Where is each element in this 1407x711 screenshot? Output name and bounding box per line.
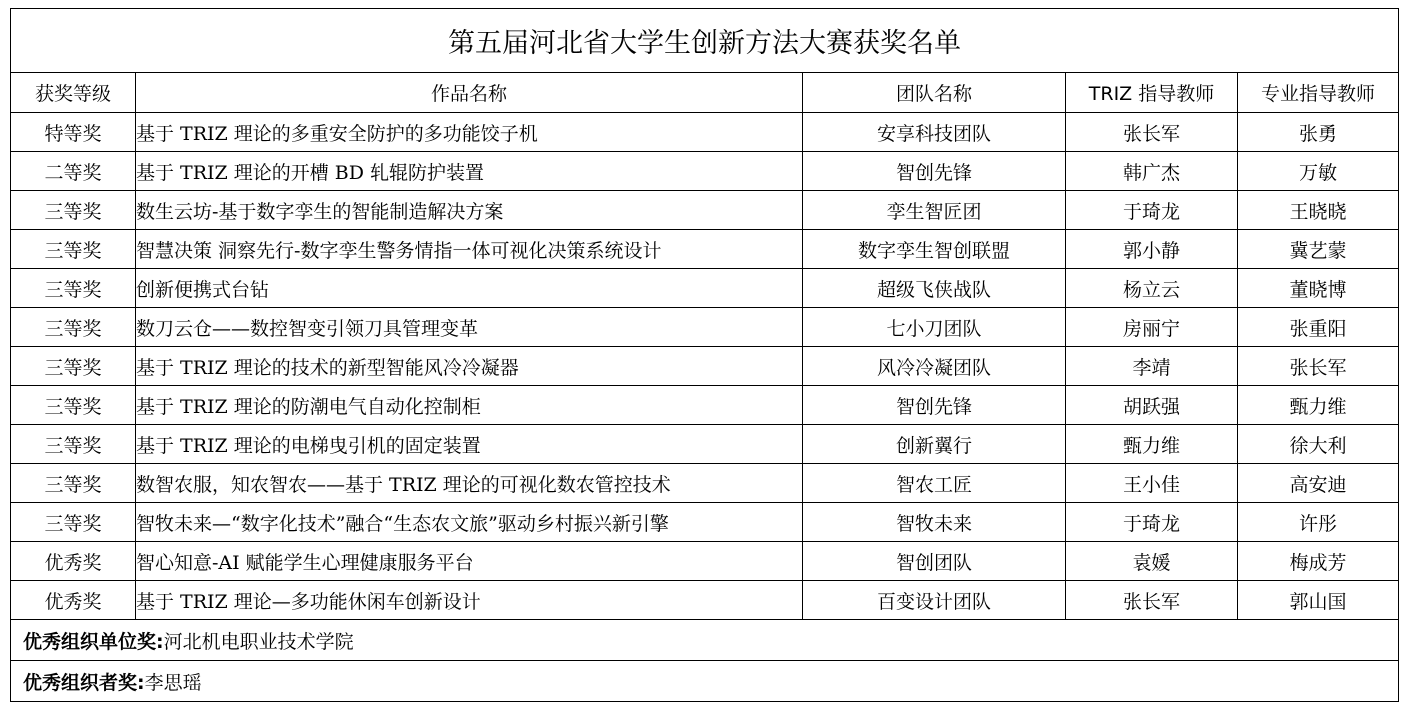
cell-work: 基于 TRIZ 理论的技术的新型智能风冷冷凝器 (136, 347, 803, 386)
column-header-work: 作品名称 (136, 73, 803, 113)
cell-work: 基于 TRIZ 理论的开槽 BD 轧辊防护装置 (136, 152, 803, 191)
table-row (11, 581, 1399, 620)
cell-major-teacher: 张勇 (1238, 113, 1399, 152)
cell-triz-teacher: 袁媛 (1066, 542, 1238, 581)
cell-work: 智慧决策 洞察先行-数字孪生警务情指一体可视化决策系统设计 (136, 230, 803, 269)
cell-level: 二等奖 (11, 152, 136, 191)
cell-work: 数刀云仓——数控智变引领刀具管理变革 (136, 308, 803, 347)
cell-team: 智创团队 (803, 542, 1066, 581)
table-body (11, 113, 1399, 620)
cell-level: 三等奖 (11, 386, 136, 425)
table-row (11, 269, 1399, 308)
cell-team: 孪生智匠团 (803, 191, 1066, 230)
table-row (11, 347, 1399, 386)
cell-level: 三等奖 (11, 230, 136, 269)
cell-triz-teacher: 韩广杰 (1066, 152, 1238, 191)
column-header-major-teacher: 专业指导教师 (1238, 73, 1399, 113)
table-row (11, 191, 1399, 230)
cell-work: 基于 TRIZ 理论的防潮电气自动化控制柜 (136, 386, 803, 425)
cell-level: 优秀奖 (11, 581, 136, 620)
org-award-value: 河北机电职业技术学院 (163, 630, 354, 653)
cell-work: 基于 TRIZ 理论—多功能休闲车创新设计 (136, 581, 803, 620)
cell-major-teacher: 徐大利 (1238, 425, 1399, 464)
organizer-award-value: 李思瑶 (144, 671, 202, 694)
cell-team: 七小刀团队 (803, 308, 1066, 347)
table-row (11, 308, 1399, 347)
cell-major-teacher: 高安迪 (1238, 464, 1399, 503)
cell-level: 三等奖 (11, 425, 136, 464)
table-row (11, 113, 1399, 152)
cell-team: 超级飞侠战队 (803, 269, 1066, 308)
cell-team: 智创先锋 (803, 386, 1066, 425)
cell-team: 创新翼行 (803, 425, 1066, 464)
cell-team: 数字孪生智创联盟 (803, 230, 1066, 269)
cell-work: 创新便携式台钻 (136, 269, 803, 308)
cell-work: 智心知意-AI 赋能学生心理健康服务平台 (136, 542, 803, 581)
cell-team: 智农工匠 (803, 464, 1066, 503)
cell-major-teacher: 梅成芳 (1238, 542, 1399, 581)
cell-major-teacher: 郭山国 (1238, 581, 1399, 620)
table-header-row (11, 73, 1399, 113)
cell-major-teacher: 甄力维 (1238, 386, 1399, 425)
cell-team: 百变设计团队 (803, 581, 1066, 620)
cell-work: 基于 TRIZ 理论的电梯曳引机的固定装置 (136, 425, 803, 464)
cell-triz-teacher: 张长军 (1066, 581, 1238, 620)
table-row (11, 425, 1399, 464)
cell-triz-teacher: 房丽宁 (1066, 308, 1238, 347)
table-row (11, 230, 1399, 269)
column-header-triz-teacher: TRIZ 指导教师 (1066, 73, 1238, 113)
cell-level: 三等奖 (11, 308, 136, 347)
cell-level: 三等奖 (11, 191, 136, 230)
organizer-award-label: 优秀组织者奖: (23, 671, 145, 694)
table-row (11, 386, 1399, 425)
column-header-level: 获奖等级 (11, 73, 136, 113)
org-award-row (11, 620, 1399, 661)
cell-triz-teacher: 于琦龙 (1066, 503, 1238, 542)
cell-major-teacher: 万敏 (1238, 152, 1399, 191)
cell-level: 三等奖 (11, 464, 136, 503)
cell-triz-teacher: 王小佳 (1066, 464, 1238, 503)
cell-level: 三等奖 (11, 347, 136, 386)
cell-triz-teacher: 杨立云 (1066, 269, 1238, 308)
cell-work: 数生云坊-基于数字孪生的智能制造解决方案 (136, 191, 803, 230)
cell-team: 智创先锋 (803, 152, 1066, 191)
cell-work: 智牧未来—“数字化技术”融合“生态农文旅”驱动乡村振兴新引擎 (136, 503, 803, 542)
cell-level: 三等奖 (11, 269, 136, 308)
cell-team: 智牧未来 (803, 503, 1066, 542)
cell-major-teacher: 冀艺蒙 (1238, 230, 1399, 269)
cell-major-teacher: 张长军 (1238, 347, 1399, 386)
column-header-team: 团队名称 (803, 73, 1066, 113)
cell-triz-teacher: 胡跃强 (1066, 386, 1238, 425)
cell-triz-teacher: 于琦龙 (1066, 191, 1238, 230)
cell-level: 三等奖 (11, 503, 136, 542)
cell-major-teacher: 张重阳 (1238, 308, 1399, 347)
table-row (11, 464, 1399, 503)
table-row (11, 503, 1399, 542)
table-row (11, 152, 1399, 191)
table-row (11, 542, 1399, 581)
cell-major-teacher: 许彤 (1238, 503, 1399, 542)
cell-major-teacher: 王晓晓 (1238, 191, 1399, 230)
cell-work: 基于 TRIZ 理论的多重安全防护的多功能饺子机 (136, 113, 803, 152)
cell-team: 风冷冷凝团队 (803, 347, 1066, 386)
cell-triz-teacher: 张长军 (1066, 113, 1238, 152)
cell-triz-teacher: 郭小静 (1066, 230, 1238, 269)
cell-triz-teacher: 甄力维 (1066, 425, 1238, 464)
cell-triz-teacher: 李靖 (1066, 347, 1238, 386)
page-title: 第五届河北省大学生创新方法大赛获奖名单 (11, 9, 1399, 73)
cell-team: 安享科技团队 (803, 113, 1066, 152)
award-list-table (10, 8, 1399, 702)
cell-level: 优秀奖 (11, 542, 136, 581)
cell-level: 特等奖 (11, 113, 136, 152)
org-award-label: 优秀组织单位奖: (23, 630, 164, 653)
organizer-award-row (11, 661, 1399, 702)
cell-work: 数智农服，知农智农——基于 TRIZ 理论的可视化数农管控技术 (136, 464, 803, 503)
cell-major-teacher: 董晓博 (1238, 269, 1399, 308)
